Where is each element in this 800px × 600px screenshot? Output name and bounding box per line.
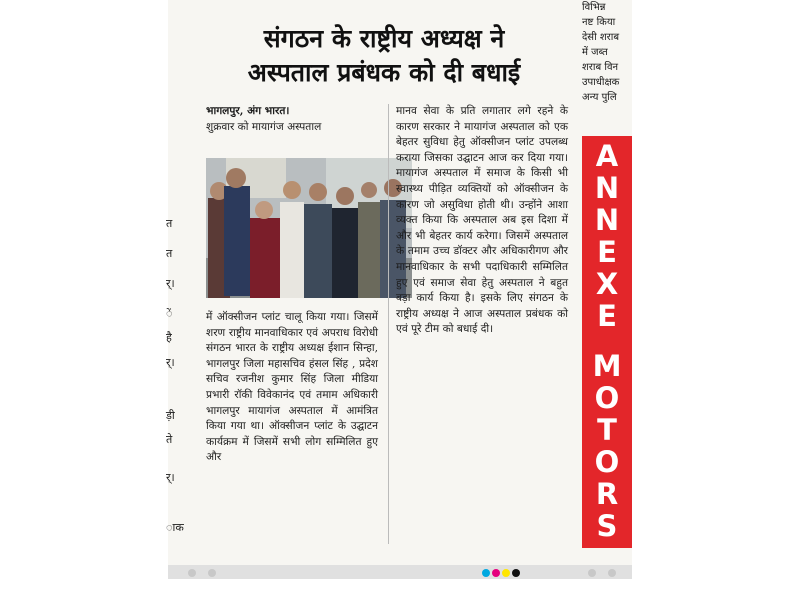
article-intro: शुक्रवार को मायागंज अस्पताल [206,120,322,133]
column-divider [388,104,389,544]
fragment: त [166,217,173,230]
register-dot [608,569,616,577]
ad-letter: E [597,299,617,333]
annexe-motors-ad [582,136,632,548]
ad-letter: E [597,235,617,269]
fragment: उपाधीक्षक [582,77,620,88]
ad-letter: T [597,413,617,447]
ad-letter: N [594,171,620,205]
fragment: नष्ट किया [582,17,616,28]
register-dot [588,569,596,577]
left-column-fragments [166,0,184,560]
ad-text [582,140,632,542]
article-body-1: में ऑक्सीजन प्लांट चालू किया गया। जिसमें शरण राष्ट्रीय मानवाधिकार एवं अपराध विरोधी संगठन भारत के राष्ट्रीय अध्यक्ष ईशान सिन्हा, भागलपुर जिला महासचिव हंसल सिंह , प्रदेश सचिव रजनीश कुमार सिंह जिला मीडिया प्रभारी रॉकी विवेकानंद एवं तमाम अधिकारी भागलपुर मायागंज अस्पताल में आमंत्रित किया गया था। ऑक्सीजन प्लांट के उद्घाटन कार्यक्रम में जिसमें सभी लोग सम्मिलित हुए और [206,311,378,464]
magenta-register-dot [492,569,500,577]
article-photo [206,158,412,298]
fragment: त [166,247,173,260]
fragment: विभिन्न [582,2,606,13]
article-column-1-top [206,104,378,135]
yellow-register-dot [502,569,510,577]
group-photo-illustration [206,158,412,298]
right-column-fragments [582,0,638,105]
headline-line-2: अस्पताल प्रबंधक को दी बधाई [247,58,521,87]
ad-letter: A [595,139,619,173]
register-dot [188,569,196,577]
fragment: में जब्त [582,47,608,58]
fragment: है [166,331,172,344]
article-column-1-bottom [206,310,378,466]
fragment: शराब विन [582,62,619,73]
fragment: र्। [166,471,175,484]
fragment: देसी शराब [582,32,620,43]
black-register-dot [512,569,520,577]
article-column-2 [396,104,568,338]
article-body-2: मानव सेवा के प्रति लगातार लगे रहने के कारण सरकार ने मायागंज अस्पताल को एक बेहतर सुविधा हेतु ऑक्सीजन प्लांट उपलब्ध कराया जिसका उद्घाटन आज कर दिया गया। मायागंज अस्पताल में समाज के किसी भी स्वास्थ्य पीड़ित व्यक्तियों को ऑक्सीजन के कारण जो असुविधा होती थी। उन्होंने आशा व्यक्त किया कि अस्पताल अब इस दिशा में और भी बेहतर कार्य करेगा। जिसमें अस्पताल के तमाम उच्च डॉक्टर और अधिकारीगण और मानवाधिकार के सभी पदाधिकारी सम्मिलित हुए एवं समाज सेवा हेतु अस्पताल ने बहुत बड़ा कार्य किया है। इसके लिए संगठन के राष्ट्रीय अध्यक्ष ने आज अस्पताल प्रबंधक को एवं पूरे टीम को बधाई दी। [396,105,568,336]
fragment: र्। [166,277,175,290]
headline-line-1: संगठन के राष्ट्रीय अध्यक्ष ने [263,24,505,53]
ad-letter: S [596,509,618,543]
ad-letter: M [592,349,622,383]
print-register-strip [168,565,632,579]
fragment: अन्य पुलि [582,92,617,103]
ad-letter: X [595,267,619,301]
cyan-register-dot [482,569,490,577]
headline [200,22,568,90]
fragment: ड़ी [166,409,175,422]
ad-letter: O [594,381,620,415]
fragment: ें [166,307,173,320]
fragment: ाक [166,521,184,534]
fragment: र्। [166,356,175,369]
ad-letter: O [594,445,620,479]
ad-letter: N [594,203,620,237]
fragment: ते [166,433,173,446]
ad-letter: R [595,477,619,511]
dateline: भागलपुर, अंग भारत। [206,105,290,117]
register-dot [208,569,216,577]
